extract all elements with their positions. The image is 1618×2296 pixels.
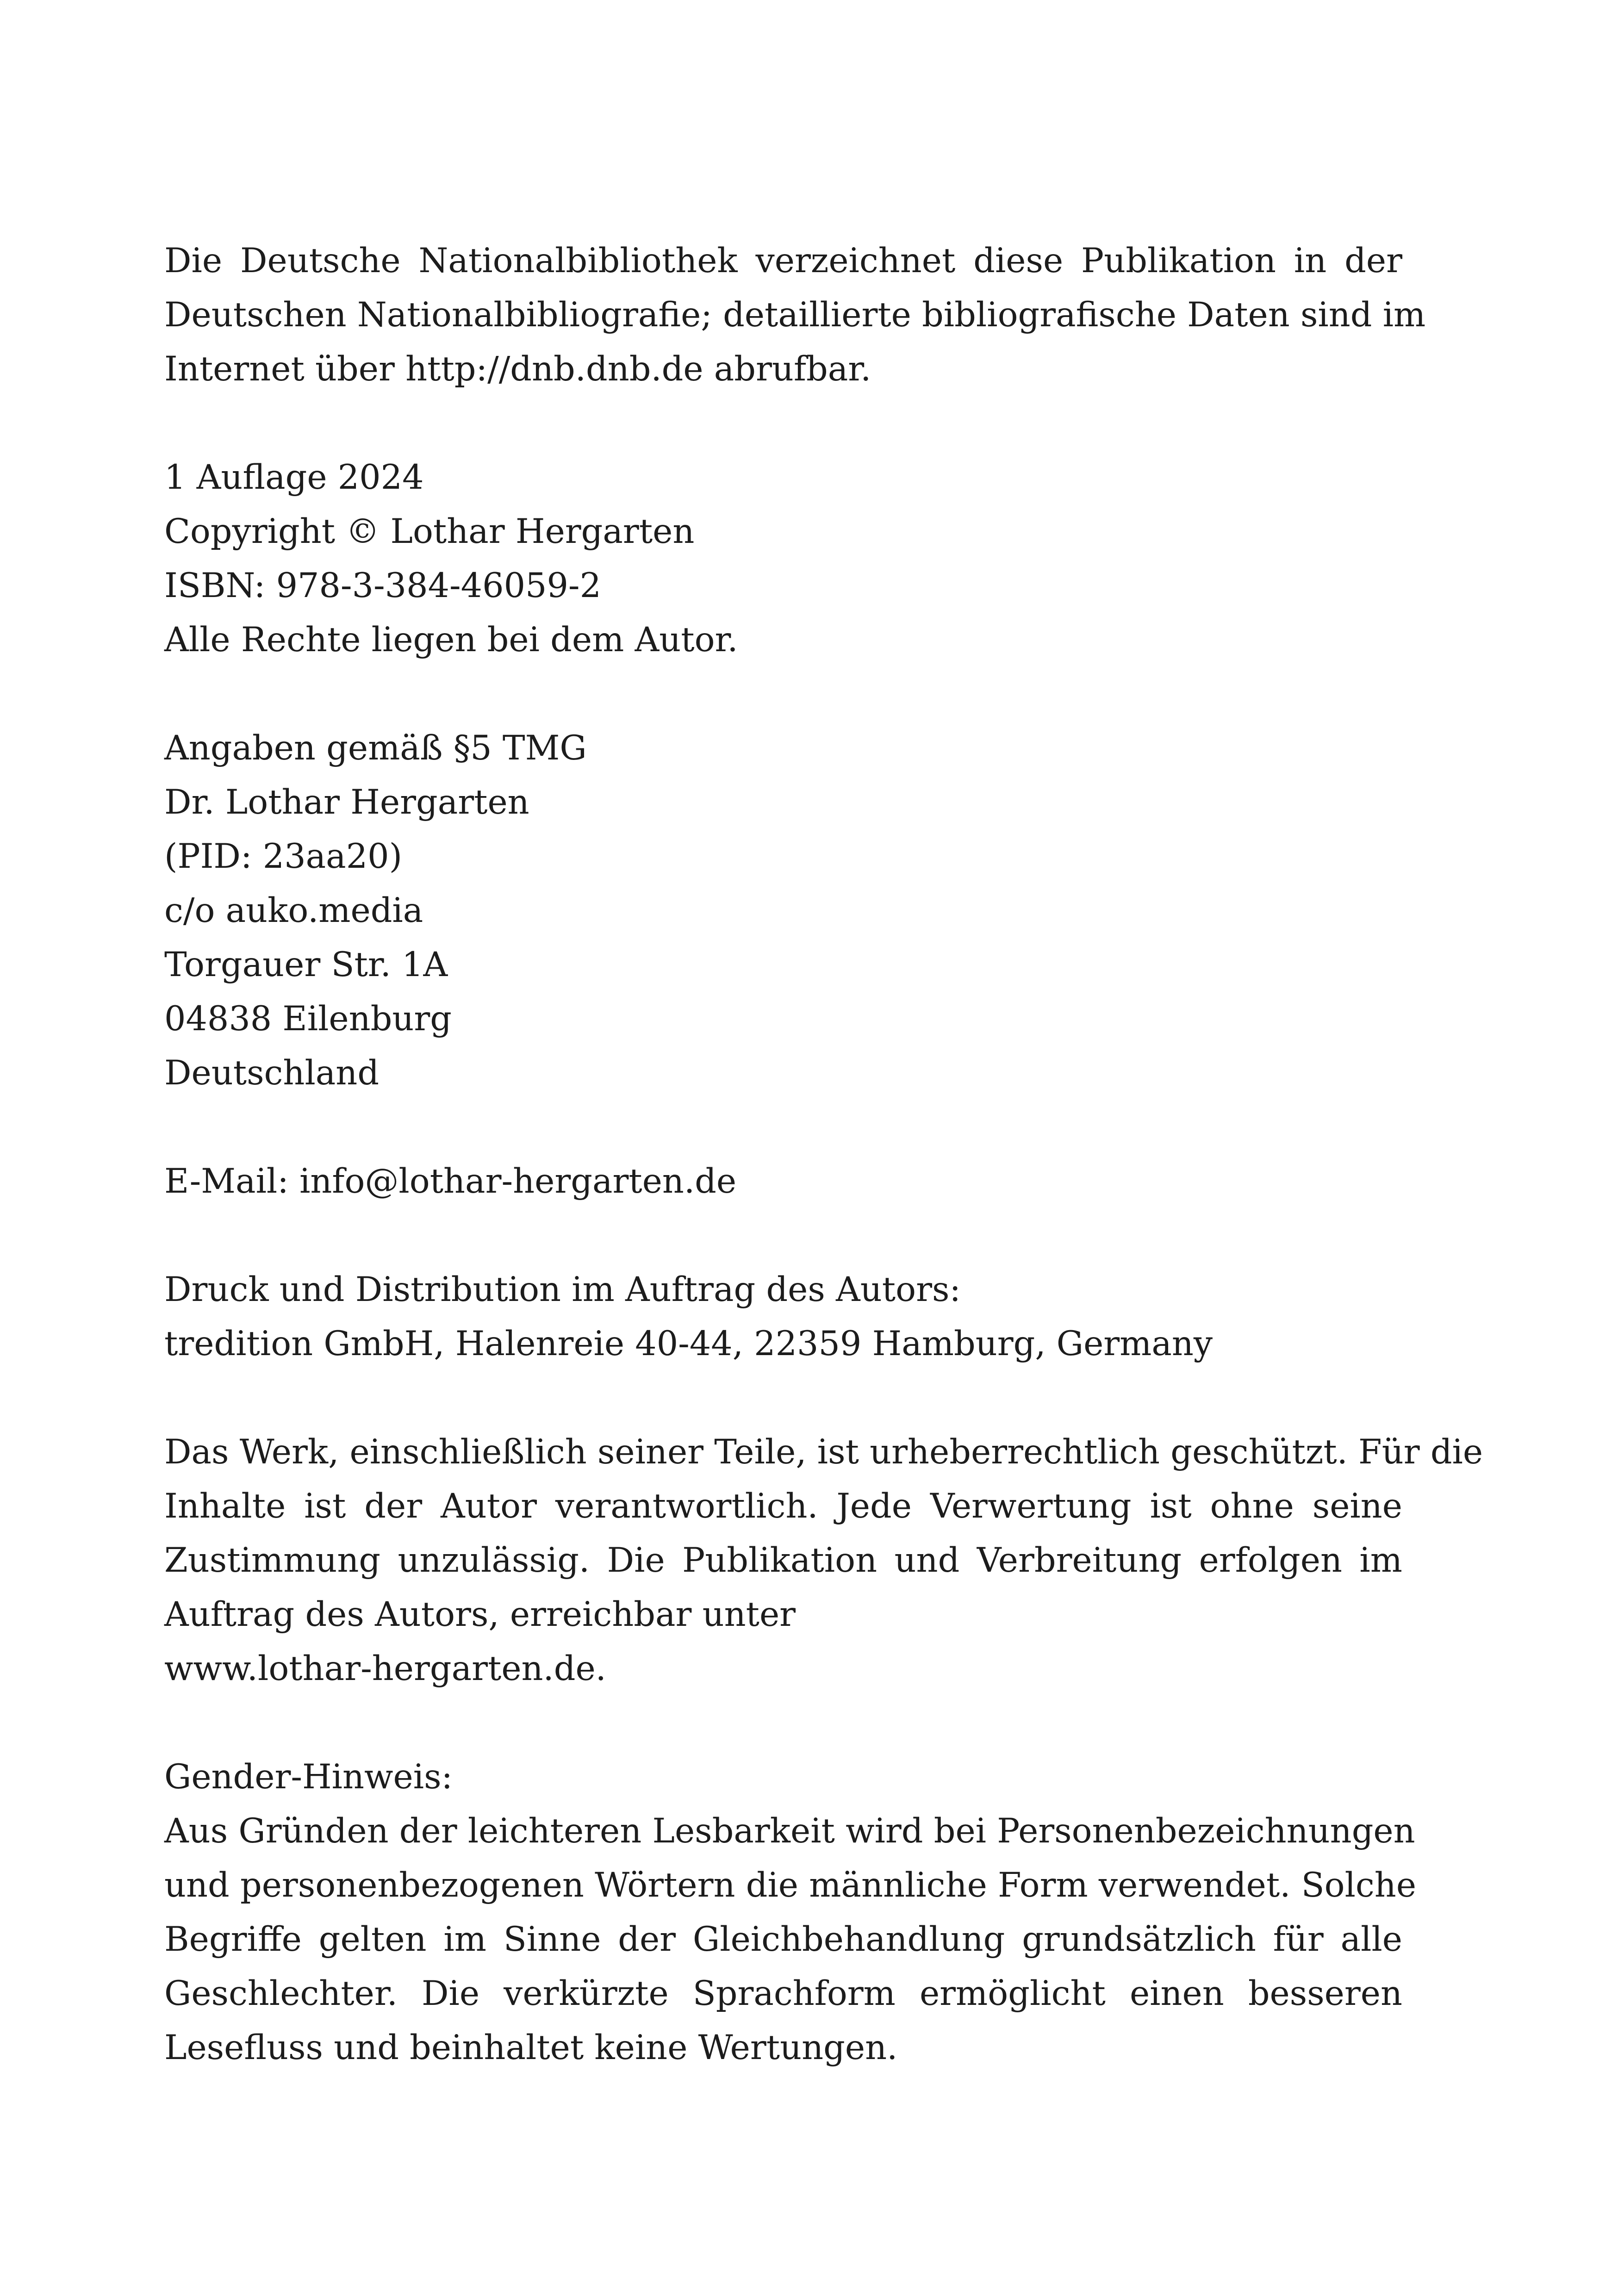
imprint-address: [164, 721, 1402, 1100]
copyright-notice-line: Inhalte ist der Autor verantwortlich. Jede Verwertung ist ohne seine: [164, 1487, 1402, 1526]
copyright-notice-line: Das Werk, einschließlich seiner Teile, ist urheberrechtlich geschützt. Für die: [164, 1432, 1483, 1472]
imprint-country: Deutschland: [164, 1053, 380, 1093]
rights-line: Alle Rechte liegen bei dem Autor.: [164, 620, 738, 660]
edition-line: 1 Auflage 2024: [164, 458, 424, 497]
imprint-heading: Angaben gemäß §5 TMG: [164, 728, 587, 768]
isbn-line: ISBN: 978-3-384-46059-2: [164, 566, 602, 605]
email-line: E-Mail: info@lothar-hergarten.de: [164, 1162, 737, 1201]
copyright-line: Copyright © Lothar Hergarten: [164, 512, 695, 551]
distribution-address: tredition GmbH, Halenreie 40-44, 22359 Hamburg, Germany: [164, 1324, 1213, 1363]
imprint-city: 04838 Eilenburg: [164, 999, 452, 1039]
dnb-notice-line: Internet über http://dnb.dnb.de abrufbar.: [164, 349, 871, 389]
edition-info: [164, 450, 1402, 667]
gender-note-body: [164, 1804, 1417, 2075]
gender-note-line: Geschlechter. Die verkürzte Sprachform ermöglicht einen besseren: [164, 1974, 1402, 2013]
distribution-info: [164, 1263, 1402, 1371]
imprint-name: Dr. Lothar Hergarten: [164, 783, 529, 822]
imprint-page: [164, 234, 1483, 2129]
imprint-co: c/o auko.media: [164, 891, 423, 930]
copyright-notice-line: Zustimmung unzulässig. Die Publikation und Verbreitung erfolgen im: [164, 1541, 1402, 1580]
gender-note-line: Aus Gründen der leichteren Lesbarkeit wird bei Personenbezeichnungen: [164, 1811, 1415, 1851]
copyright-notice: [164, 1425, 1483, 1696]
dnb-notice: [164, 234, 1426, 396]
gender-note-heading: Gender-Hinweis:: [164, 1757, 453, 1797]
gender-note-line: Begriffe gelten im Sinne der Gleichbehandlung grundsätzlich für alle: [164, 1920, 1402, 1959]
gender-note: [164, 1750, 1417, 2075]
imprint-pid: (PID: 23aa20): [164, 837, 403, 876]
gender-note-line: und personenbezogenen Wörtern die männliche Form verwendet. Solche: [164, 1866, 1417, 1905]
dnb-notice-line: Die Deutsche Nationalbibliothek verzeichnet diese Publikation in der: [164, 241, 1402, 280]
copyright-notice-line: Auftrag des Autors, erreichbar unter: [164, 1595, 796, 1634]
dnb-notice-line: Deutschen Nationalbibliografie; detaillierte bibliografische Daten sind im: [164, 295, 1426, 335]
website-line: www.lothar-hergarten.de.: [164, 1649, 606, 1688]
distribution-heading: Druck und Distribution im Auftrag des Autors:: [164, 1270, 961, 1309]
gender-note-line: Lesefluss und beinhaltet keine Wertungen.: [164, 2028, 898, 2067]
imprint-street: Torgauer Str. 1A: [164, 945, 448, 984]
contact-info: [164, 1154, 1402, 1208]
